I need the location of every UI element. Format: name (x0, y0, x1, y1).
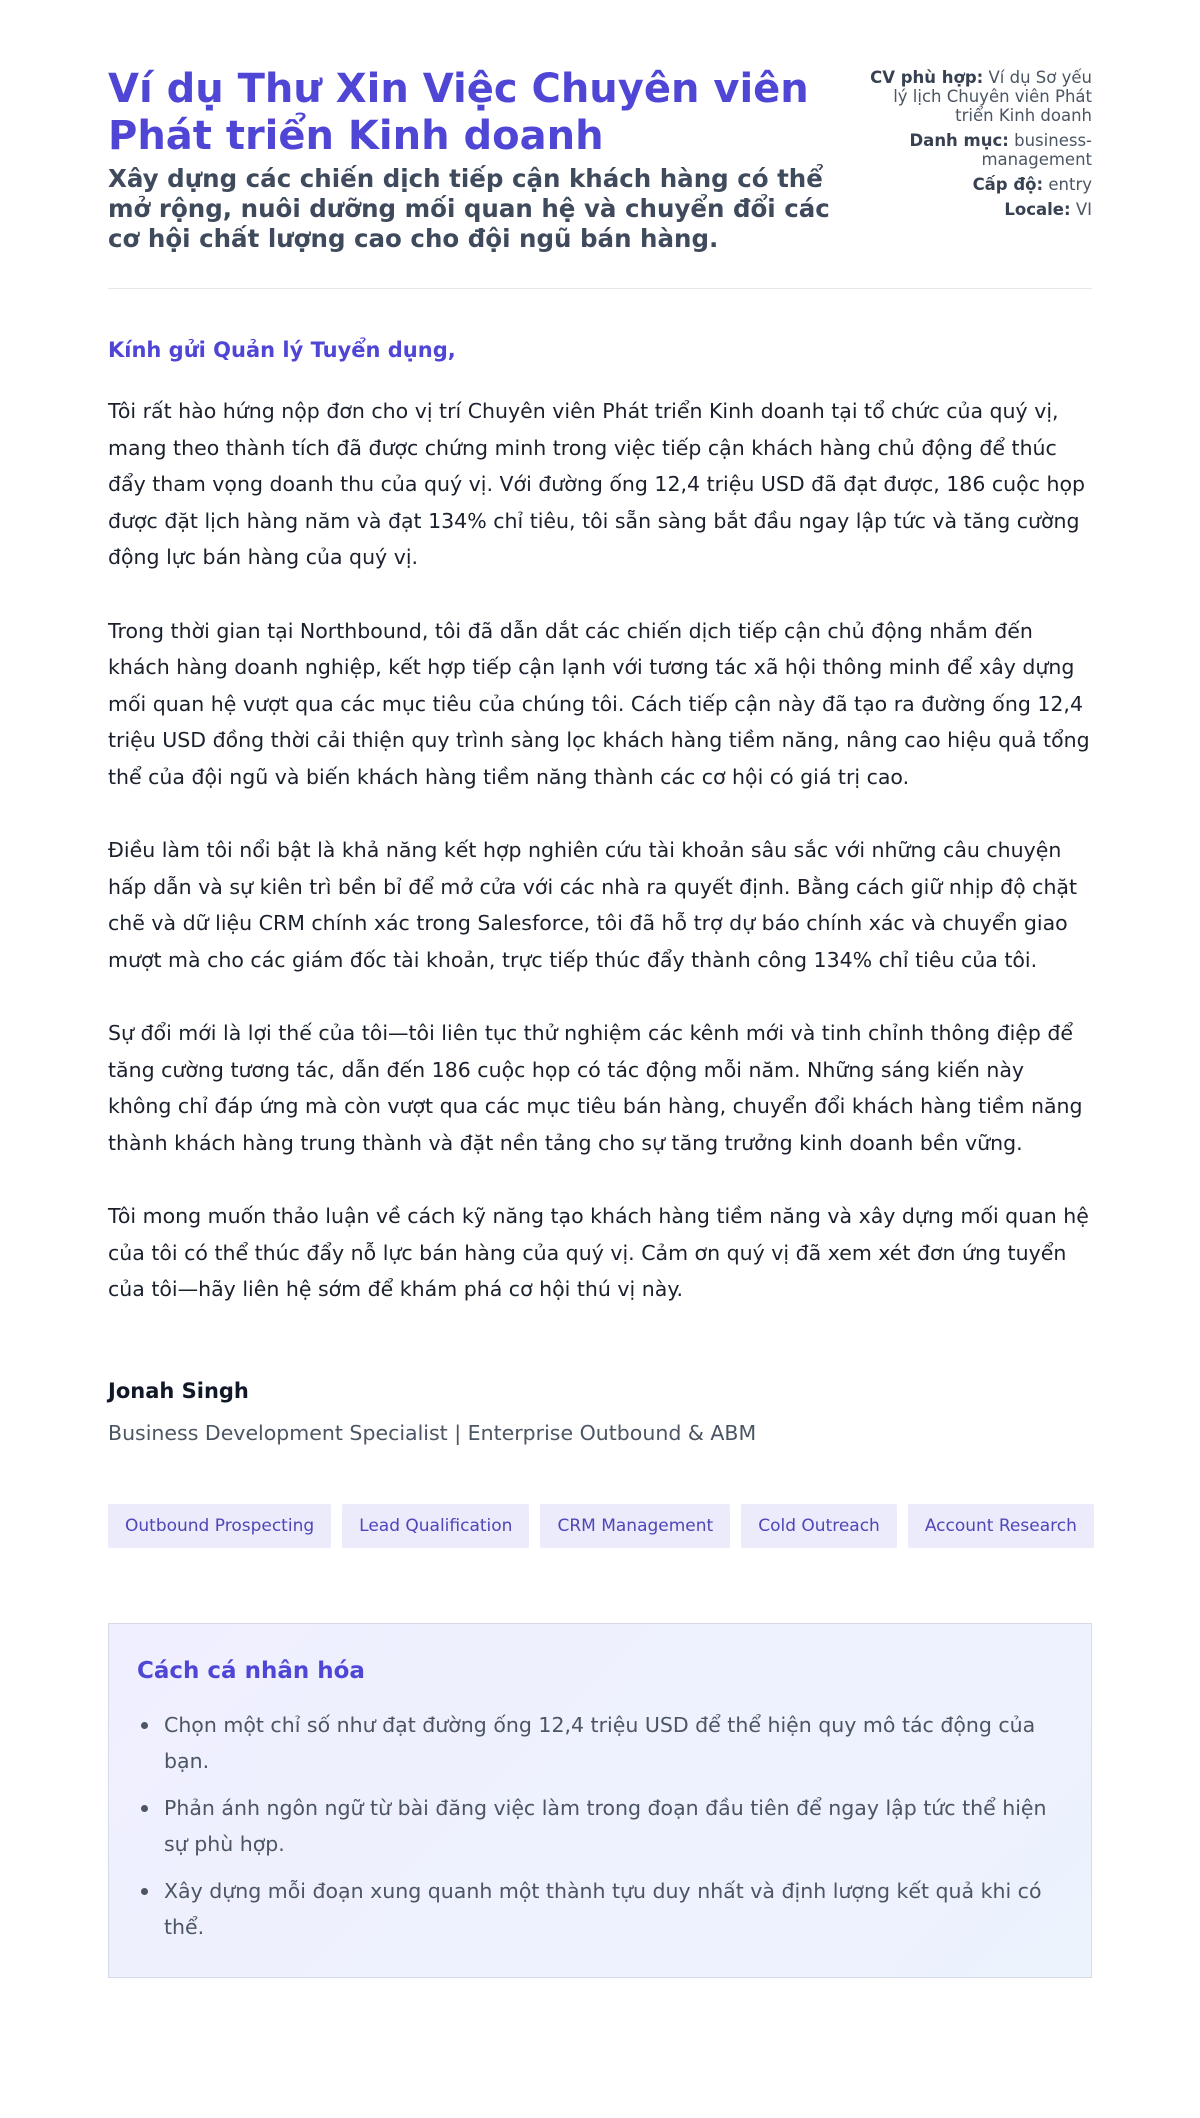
meta-resume-match (868, 68, 1092, 125)
meta-value: business-management (981, 131, 1092, 169)
tip-item: Xây dựng mỗi đoạn xung quanh một thành tựu duy nhất và định lượng kết quả khi có thể. (137, 1873, 1063, 1945)
meta-key: CV phù hợp: (870, 68, 984, 87)
tip-item: Phản ánh ngôn ngữ từ bài đăng việc làm trong đoạn đầu tiên để ngay lập tức thể hiện sự phù hợp. (137, 1790, 1063, 1862)
tip-item: Chọn một chỉ số như đạt đường ống 12,4 triệu USD để thể hiện quy mô tác động của bạn. (137, 1707, 1063, 1779)
skill-tag: Outbound Prospecting (108, 1504, 331, 1548)
skill-tag: CRM Management (540, 1504, 730, 1548)
meta-category (868, 131, 1092, 169)
signature-name: Jonah Singh (108, 1378, 249, 1403)
letter-paragraph: Trong thời gian tại Northbound, tôi đã dẫn dắt các chiến dịch tiếp cận chủ động nhắm đến khách hàng doanh nghiệp, kết hợp tiếp cận lạnh với tương tác xã hội thông minh để xây dựng mối quan hệ vượt qua các mục tiêu của chúng tôi. Cách tiếp cận này đã tạo ra đường ống 12,4 triệu USD đồng thời cải thiện quy trình sàng lọc khách hàng tiềm năng, nâng cao hiệu quả tổng thể của đội ngũ và biến khách hàng tiềm năng thành các cơ hội có giá trị cao. (108, 618, 1090, 789)
meta-locale (868, 200, 1092, 219)
personalization-tips (108, 1623, 1092, 1978)
letter-body (108, 393, 1092, 1308)
letter-salutation: Kính gửi Quản lý Tuyển dụng, (108, 338, 456, 362)
tips-list (137, 1707, 1063, 1945)
meta-key: Danh mục: (909, 131, 1009, 150)
letter-paragraph: Tôi rất hào hứng nộp đơn cho vị trí Chuyên viên Phát triển Kinh doanh tại tổ chức của quý vị, mang theo thành tích đã được chứng minh trong việc tiếp cận khách hàng chủ động để thúc đẩy tham vọng doanh thu của quý vị. Với đường ống 12,4 triệu USD đã đạt được, 186 cuộc họp được đặt lịch hàng năm và đạt 134% chỉ tiêu, tôi sẵn sàng bắt đầu ngay lập tức và tăng cường động lực bán hàng của quý vị. (108, 399, 1086, 569)
letter-paragraph: Tôi mong muốn thảo luận về cách kỹ năng tạo khách hàng tiềm năng và xây dựng mối quan hệ của tôi có thể thúc đẩy nỗ lực bán hàng của quý vị. Cảm ơn quý vị đã xem xét đơn ứng tuyển của tôi—hãy liên hệ sớm để khám phá cơ hội thú vị này. (108, 1204, 1089, 1301)
skill-tags (108, 1504, 1092, 1548)
header-titles (108, 66, 868, 254)
signature-title: Business Development Specialist | Enterprise Outbound & ABM (108, 1420, 757, 1445)
meta-key: Locale: (1004, 200, 1071, 219)
letter-paragraph: Điều làm tôi nổi bật là khả năng kết hợp nghiên cứu tài khoản sâu sắc với những câu chuyện hấp dẫn và sự kiên trì bền bỉ để mở cửa với các nhà ra quyết định. Bằng cách giữ nhịp độ chặt chẽ và dữ liệu CRM chính xác trong Salesforce, tôi đã hỗ trợ dự báo chính xác và chuyển giao mượt mà cho các giám đốc tài khoản, trực tiếp thúc đẩy thành công 134% chỉ tiêu của tôi. (108, 838, 1078, 972)
meta-value: Ví dụ Sơ yếu lý lịch Chuyên viên Phát triển Kinh doanh (893, 68, 1092, 125)
signature-block (108, 1378, 1092, 1446)
meta-panel (868, 66, 1092, 219)
skill-tag: Lead Qualification (342, 1504, 529, 1548)
page-subtitle: Xây dựng các chiến dịch tiếp cận khách hàng có thể mở rộng, nuôi dưỡng mối quan hệ và chuyển đổi các cơ hội chất lượng cao cho đội ngũ bán hàng. (108, 164, 830, 253)
tips-title: Cách cá nhân hóa (137, 1657, 365, 1684)
meta-key: Cấp độ: (972, 175, 1044, 194)
skill-tag: Cold Outreach (741, 1504, 897, 1548)
skill-tag: Account Research (908, 1504, 1094, 1548)
page-title: Ví dụ Thư Xin Việc Chuyên viên Phát triển Kinh doanh (108, 66, 809, 159)
page-header (108, 66, 1092, 289)
meta-level (868, 175, 1092, 194)
meta-value: entry (1048, 175, 1092, 194)
letter-paragraph: Sự đổi mới là lợi thế của tôi—tôi liên tục thử nghiệm các kênh mới và tinh chỉnh thông điệp để tăng cường tương tác, dẫn đến 186 cuộc họp có tác động mỗi năm. Những sáng kiến này không chỉ đáp ứng mà còn vượt qua các mục tiêu bán hàng, chuyển đổi khách hàng tiềm năng thành khách hàng trung thành và đặt nền tảng cho sự tăng trưởng kinh doanh bền vững. (108, 1021, 1083, 1155)
meta-value: VI (1075, 200, 1092, 219)
